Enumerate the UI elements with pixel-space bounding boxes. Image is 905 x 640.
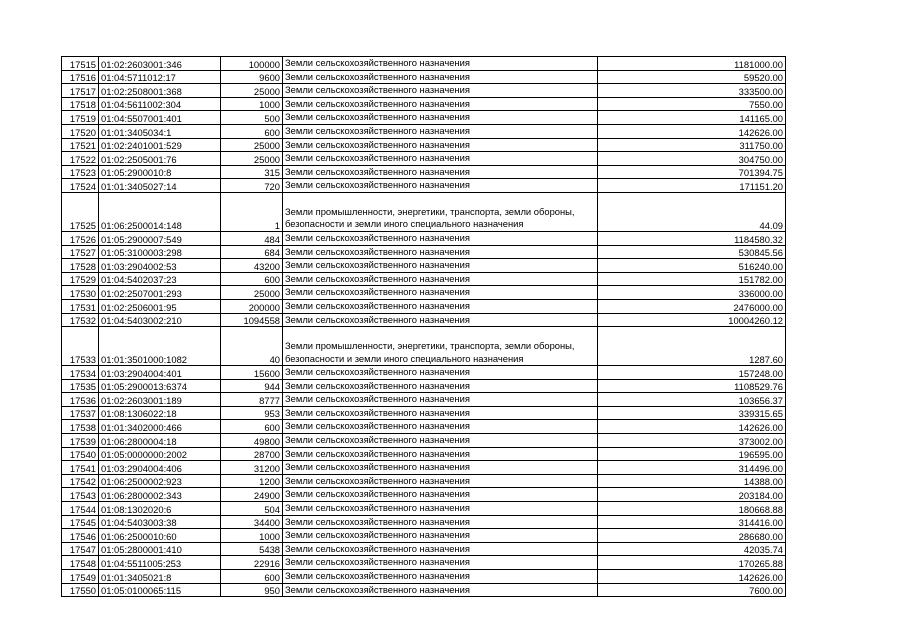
- row-number-cell: 17550: [62, 583, 99, 597]
- cadastral-value-cell: 103656.37: [598, 393, 786, 407]
- cadastral-number-cell: 01:05:0100065:115: [99, 583, 221, 597]
- row-number-cell: 17521: [62, 138, 99, 152]
- row-number-cell: 17548: [62, 556, 99, 570]
- table-row: [62, 488, 786, 502]
- area-cell: 40: [221, 327, 283, 366]
- cadastral-value-cell: 314416.00: [598, 515, 786, 529]
- table-row: [62, 379, 786, 393]
- table-row: [62, 84, 786, 98]
- cadastral-value-cell: 2476000.00: [598, 299, 786, 313]
- cadastral-number-cell: 01:05:2900010:8: [99, 165, 221, 179]
- row-number-cell: 17546: [62, 529, 99, 543]
- table-row: [62, 70, 786, 84]
- row-number-cell: 17516: [62, 70, 99, 84]
- land-category-cell: Земли сельскохозяйственного назначения: [283, 502, 598, 516]
- land-category-cell: Земли сельскохозяйственного назначения: [283, 515, 598, 529]
- cadastral-number-cell: 01:03:2904002:53: [99, 259, 221, 273]
- area-cell: 49800: [221, 434, 283, 448]
- cadastral-number-cell: 01:01:3405021:8: [99, 570, 221, 584]
- cadastral-number-cell: 01:02:2401001:529: [99, 138, 221, 152]
- row-number-cell: 17549: [62, 570, 99, 584]
- land-category-cell: Земли сельскохозяйственного назначения: [283, 57, 598, 71]
- area-cell: 1200: [221, 474, 283, 488]
- table-row: [62, 138, 786, 152]
- cadastral-number-cell: 01:02:2603001:346: [99, 57, 221, 71]
- row-number-cell: 17525: [62, 192, 99, 231]
- table-row: [62, 111, 786, 125]
- area-cell: 600: [221, 570, 283, 584]
- area-cell: 9600: [221, 70, 283, 84]
- land-plots-table: [61, 56, 786, 597]
- table-row: [62, 434, 786, 448]
- row-number-cell: 17538: [62, 420, 99, 434]
- row-number-cell: 17540: [62, 447, 99, 461]
- cadastral-value-cell: 170265.88: [598, 556, 786, 570]
- area-cell: 8777: [221, 393, 283, 407]
- area-cell: 43200: [221, 259, 283, 273]
- table-row: [62, 313, 786, 327]
- cadastral-number-cell: 01:08:1306022:18: [99, 406, 221, 420]
- area-cell: 600: [221, 124, 283, 138]
- cadastral-number-cell: 01:06:2500002:923: [99, 474, 221, 488]
- cadastral-number-cell: 01:02:2508001:368: [99, 84, 221, 98]
- row-number-cell: 17523: [62, 165, 99, 179]
- land-category-cell: Земли сельскохозяйственного назначения: [283, 231, 598, 245]
- table-row: [62, 556, 786, 570]
- table-body: [62, 57, 786, 597]
- cadastral-number-cell: 01:04:5507001:401: [99, 111, 221, 125]
- area-cell: 944: [221, 379, 283, 393]
- cadastral-number-cell: 01:06:2800002:343: [99, 488, 221, 502]
- cadastral-value-cell: 314496.00: [598, 461, 786, 475]
- cadastral-value-cell: 333500.00: [598, 84, 786, 98]
- cadastral-value-cell: 373002.00: [598, 434, 786, 448]
- land-category-cell: Земли сельскохозяйственного назначения: [283, 570, 598, 584]
- table-row: [62, 299, 786, 313]
- cadastral-number-cell: 01:03:2904004:406: [99, 461, 221, 475]
- land-category-cell: Земли сельскохозяйственного назначения: [283, 420, 598, 434]
- cadastral-number-cell: 01:05:2900013:6374: [99, 379, 221, 393]
- land-category-cell: Земли сельскохозяйственного назначения: [283, 542, 598, 556]
- area-cell: 28700: [221, 447, 283, 461]
- cadastral-number-cell: 01:04:5511005:253: [99, 556, 221, 570]
- area-cell: 315: [221, 165, 283, 179]
- cadastral-value-cell: 151782.00: [598, 272, 786, 286]
- land-category-cell: Земли сельскохозяйственного назначения: [283, 138, 598, 152]
- row-number-cell: 17535: [62, 379, 99, 393]
- row-number-cell: 17545: [62, 515, 99, 529]
- table-row: [62, 152, 786, 166]
- table-row: [62, 286, 786, 300]
- land-category-cell: Земли сельскохозяйственного назначения: [283, 111, 598, 125]
- cadastral-value-cell: 1108529.76: [598, 379, 786, 393]
- table-row: [62, 542, 786, 556]
- cadastral-value-cell: 142626.00: [598, 420, 786, 434]
- land-category-cell: Земли сельскохозяйственного назначения: [283, 529, 598, 543]
- row-number-cell: 17542: [62, 474, 99, 488]
- cadastral-value-cell: 1287.60: [598, 327, 786, 366]
- row-number-cell: 17520: [62, 124, 99, 138]
- table-row: [62, 366, 786, 380]
- cadastral-number-cell: 01:04:5402037:23: [99, 272, 221, 286]
- cadastral-number-cell: 01:02:2505001:76: [99, 152, 221, 166]
- table-row: [62, 179, 786, 193]
- cadastral-number-cell: 01:05:2900007:549: [99, 231, 221, 245]
- cadastral-number-cell: 01:01:3501000:1082: [99, 327, 221, 366]
- area-cell: 684: [221, 245, 283, 259]
- cadastral-number-cell: 01:08:1302020:6: [99, 502, 221, 516]
- area-cell: 25000: [221, 84, 283, 98]
- row-number-cell: 17541: [62, 461, 99, 475]
- cadastral-number-cell: 01:02:2507001:293: [99, 286, 221, 300]
- row-number-cell: 17534: [62, 366, 99, 380]
- table-row: [62, 259, 786, 273]
- cadastral-number-cell: 01:05:2800001:410: [99, 542, 221, 556]
- cadastral-value-cell: 42035.74: [598, 542, 786, 556]
- row-number-cell: 17537: [62, 406, 99, 420]
- cadastral-value-cell: 286680.00: [598, 529, 786, 543]
- land-category-cell: Земли сельскохозяйственного назначения: [283, 299, 598, 313]
- table-row: [62, 406, 786, 420]
- table-row: [62, 502, 786, 516]
- land-category-cell: Земли сельскохозяйственного назначения: [283, 583, 598, 597]
- cadastral-number-cell: 01:05:3100003:298: [99, 245, 221, 259]
- cadastral-number-cell: 01:03:2904004:401: [99, 366, 221, 380]
- land-category-cell: Земли сельскохозяйственного назначения: [283, 179, 598, 193]
- land-category-cell: Земли сельскохозяйственного назначения: [283, 434, 598, 448]
- cadastral-value-cell: 157248.00: [598, 366, 786, 380]
- table-row: [62, 327, 786, 366]
- table-row: [62, 447, 786, 461]
- row-number-cell: 17526: [62, 231, 99, 245]
- land-category-cell: Земли сельскохозяйственного назначения: [283, 366, 598, 380]
- cadastral-value-cell: 516240.00: [598, 259, 786, 273]
- table-row: [62, 231, 786, 245]
- area-cell: 15600: [221, 366, 283, 380]
- area-cell: 600: [221, 420, 283, 434]
- table-row: [62, 245, 786, 259]
- land-category-cell: Земли сельскохозяйственного назначения: [283, 556, 598, 570]
- cadastral-number-cell: 01:02:2603001:189: [99, 393, 221, 407]
- land-category-cell: Земли сельскохозяйственного назначения: [283, 259, 598, 273]
- cadastral-value-cell: 203184.00: [598, 488, 786, 502]
- cadastral-number-cell: 01:04:5403002:210: [99, 313, 221, 327]
- row-number-cell: 17524: [62, 179, 99, 193]
- row-number-cell: 17532: [62, 313, 99, 327]
- cadastral-number-cell: 01:01:3405027:14: [99, 179, 221, 193]
- cadastral-value-cell: 339315.65: [598, 406, 786, 420]
- area-cell: 1094558: [221, 313, 283, 327]
- land-category-cell: Земли сельскохозяйственного назначения: [283, 124, 598, 138]
- cadastral-number-cell: 01:04:5611002:304: [99, 97, 221, 111]
- cadastral-number-cell: 01:04:5403003:38: [99, 515, 221, 529]
- row-number-cell: 17522: [62, 152, 99, 166]
- cadastral-value-cell: 530845.56: [598, 245, 786, 259]
- cadastral-number-cell: 01:06:2800004:18: [99, 434, 221, 448]
- table-row: [62, 393, 786, 407]
- cadastral-number-cell: 01:01:3405034:1: [99, 124, 221, 138]
- land-category-cell: Земли сельскохозяйственного назначения: [283, 245, 598, 259]
- area-cell: 25000: [221, 152, 283, 166]
- area-cell: 1000: [221, 97, 283, 111]
- table-row: [62, 192, 786, 231]
- row-number-cell: 17528: [62, 259, 99, 273]
- land-category-cell: Земли сельскохозяйственного назначения: [283, 313, 598, 327]
- area-cell: 1000: [221, 529, 283, 543]
- row-number-cell: 17527: [62, 245, 99, 259]
- cadastral-value-cell: 142626.00: [598, 570, 786, 584]
- land-category-cell: Земли сельскохозяйственного назначения: [283, 406, 598, 420]
- cadastral-number-cell: 01:04:5711012:17: [99, 70, 221, 84]
- land-category-cell: Земли сельскохозяйственного назначения: [283, 474, 598, 488]
- cadastral-number-cell: 01:06:2500010:60: [99, 529, 221, 543]
- area-cell: 500: [221, 111, 283, 125]
- area-cell: 1: [221, 192, 283, 231]
- cadastral-value-cell: 10004260.12: [598, 313, 786, 327]
- cadastral-number-cell: 01:05:0000000:2002: [99, 447, 221, 461]
- land-category-cell: Земли сельскохозяйственного назначения: [283, 379, 598, 393]
- land-category-cell: Земли сельскохозяйственного назначения: [283, 97, 598, 111]
- row-number-cell: 17529: [62, 272, 99, 286]
- table-row: [62, 461, 786, 475]
- table-row: [62, 515, 786, 529]
- cadastral-value-cell: 196595.00: [598, 447, 786, 461]
- land-category-cell: Земли сельскохозяйственного назначения: [283, 70, 598, 84]
- table-row: [62, 474, 786, 488]
- area-cell: 22916: [221, 556, 283, 570]
- land-category-cell: Земли промышленности, энергетики, транспорта, земли обороны, безопасности и земли иного специального назначения: [283, 327, 598, 366]
- land-category-cell: Земли сельскохозяйственного назначения: [283, 272, 598, 286]
- table-row: [62, 570, 786, 584]
- area-cell: 950: [221, 583, 283, 597]
- cadastral-number-cell: 01:01:3402000:466: [99, 420, 221, 434]
- row-number-cell: 17533: [62, 327, 99, 366]
- area-cell: 34400: [221, 515, 283, 529]
- table-row: [62, 97, 786, 111]
- row-number-cell: 17539: [62, 434, 99, 448]
- land-category-cell: Земли сельскохозяйственного назначения: [283, 447, 598, 461]
- area-cell: 484: [221, 231, 283, 245]
- land-category-cell: Земли сельскохозяйственного назначения: [283, 286, 598, 300]
- cadastral-value-cell: 1181000.00: [598, 57, 786, 71]
- cadastral-value-cell: 311750.00: [598, 138, 786, 152]
- row-number-cell: 17536: [62, 393, 99, 407]
- row-number-cell: 17531: [62, 299, 99, 313]
- land-category-cell: Земли сельскохозяйственного назначения: [283, 488, 598, 502]
- cadastral-number-cell: 01:02:2506001:95: [99, 299, 221, 313]
- cadastral-value-cell: 701394.75: [598, 165, 786, 179]
- table-row: [62, 529, 786, 543]
- land-category-cell: Земли сельскохозяйственного назначения: [283, 165, 598, 179]
- table-row: [62, 57, 786, 71]
- cadastral-value-cell: 336000.00: [598, 286, 786, 300]
- cadastral-value-cell: 44.09: [598, 192, 786, 231]
- table-row: [62, 165, 786, 179]
- row-number-cell: 17547: [62, 542, 99, 556]
- land-category-cell: Земли сельскохозяйственного назначения: [283, 393, 598, 407]
- area-cell: 24900: [221, 488, 283, 502]
- land-category-cell: Земли сельскохозяйственного назначения: [283, 461, 598, 475]
- cadastral-number-cell: 01:06:2500014:148: [99, 192, 221, 231]
- area-cell: 31200: [221, 461, 283, 475]
- row-number-cell: 17530: [62, 286, 99, 300]
- area-cell: 504: [221, 502, 283, 516]
- table-row: [62, 124, 786, 138]
- cadastral-value-cell: 171151.20: [598, 179, 786, 193]
- land-category-cell: Земли промышленности, энергетики, транспорта, земли обороны, безопасности и земли иного специального назначения: [283, 192, 598, 231]
- row-number-cell: 17518: [62, 97, 99, 111]
- cadastral-value-cell: 14388.00: [598, 474, 786, 488]
- row-number-cell: 17519: [62, 111, 99, 125]
- area-cell: 25000: [221, 286, 283, 300]
- area-cell: 600: [221, 272, 283, 286]
- row-number-cell: 17517: [62, 84, 99, 98]
- row-number-cell: 17544: [62, 502, 99, 516]
- cadastral-value-cell: 180668.88: [598, 502, 786, 516]
- cadastral-value-cell: 59520.00: [598, 70, 786, 84]
- cadastral-value-cell: 7550.00: [598, 97, 786, 111]
- row-number-cell: 17515: [62, 57, 99, 71]
- land-category-cell: Земли сельскохозяйственного назначения: [283, 152, 598, 166]
- land-category-cell: Земли сельскохозяйственного назначения: [283, 84, 598, 98]
- area-cell: 200000: [221, 299, 283, 313]
- area-cell: 953: [221, 406, 283, 420]
- area-cell: 720: [221, 179, 283, 193]
- table-row: [62, 583, 786, 597]
- cadastral-value-cell: 142626.00: [598, 124, 786, 138]
- area-cell: 5438: [221, 542, 283, 556]
- row-number-cell: 17543: [62, 488, 99, 502]
- table-row: [62, 420, 786, 434]
- cadastral-value-cell: 7600.00: [598, 583, 786, 597]
- table-row: [62, 272, 786, 286]
- area-cell: 25000: [221, 138, 283, 152]
- area-cell: 100000: [221, 57, 283, 71]
- cadastral-value-cell: 141165.00: [598, 111, 786, 125]
- cadastral-value-cell: 304750.00: [598, 152, 786, 166]
- cadastral-value-cell: 1184580.32: [598, 231, 786, 245]
